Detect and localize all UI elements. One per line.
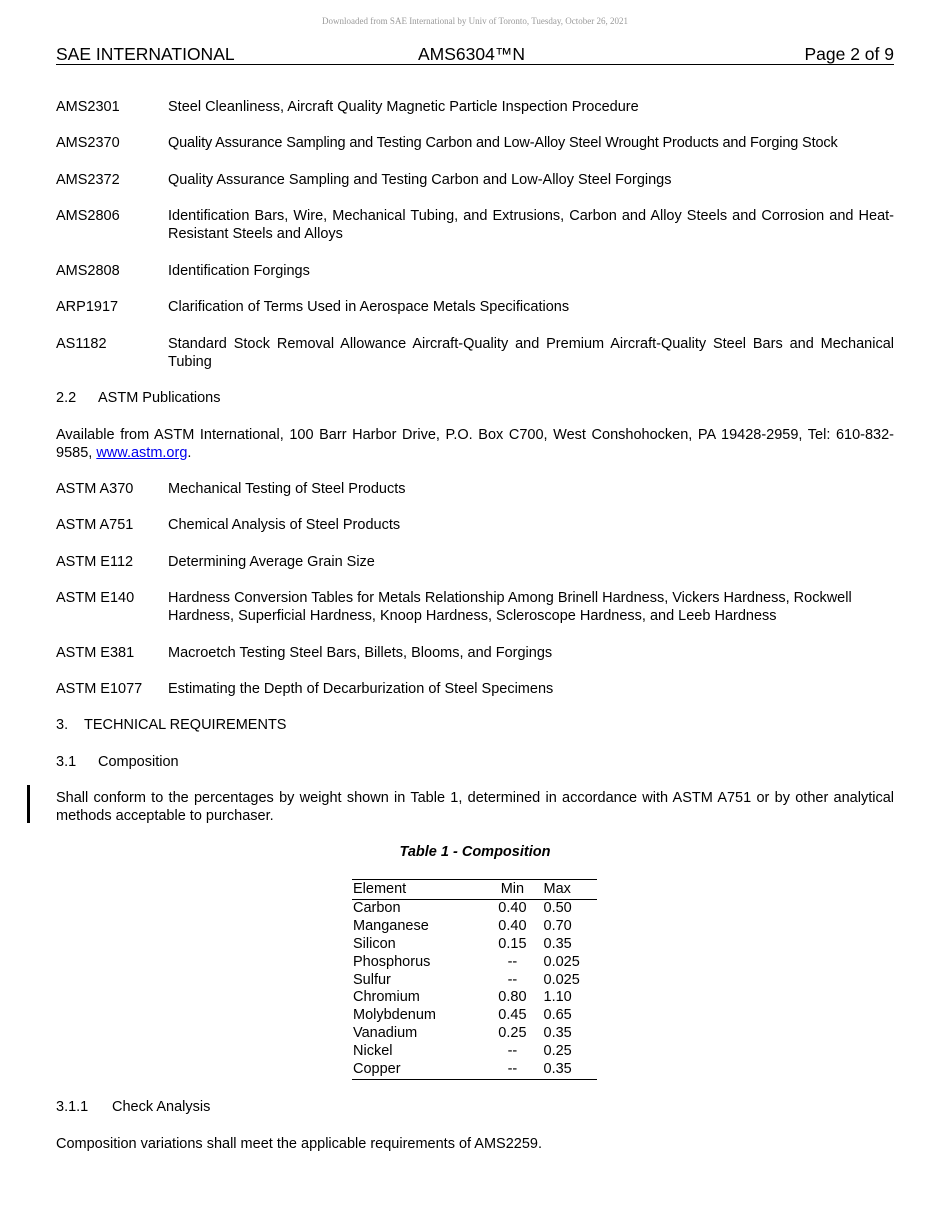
section-heading-3-1 xyxy=(56,753,179,771)
section-number: 3. xyxy=(56,717,69,733)
max-cell: 0.65 xyxy=(543,1007,572,1024)
max-cell: 0.35 xyxy=(543,935,572,952)
reference-item xyxy=(56,516,894,534)
table-row xyxy=(352,1043,597,1061)
min-cell: 0.40 xyxy=(498,899,527,916)
reference-item xyxy=(56,262,894,280)
reference-title: Steel Cleanliness, Aircraft Quality Magnetic Particle Inspection Procedure xyxy=(168,99,639,115)
min-cell: -- xyxy=(507,971,518,988)
element-cell: Sulfur xyxy=(353,971,391,988)
table-row xyxy=(352,1025,597,1043)
reference-item xyxy=(56,644,894,662)
reference-item xyxy=(56,335,894,371)
min-cell: 0.40 xyxy=(498,917,527,934)
min-cell: -- xyxy=(507,953,518,970)
element-cell: Vanadium xyxy=(353,1025,418,1042)
composition-table xyxy=(352,879,597,1080)
reference-item xyxy=(56,207,894,243)
section-heading-3-1-1 xyxy=(56,1098,210,1116)
element-cell: Manganese xyxy=(353,917,429,934)
reference-code: ARP1917 xyxy=(56,299,119,315)
table-header-row xyxy=(352,880,597,900)
reference-item xyxy=(56,589,894,625)
table-row xyxy=(352,918,597,936)
reference-item xyxy=(56,298,894,316)
max-cell: 0.35 xyxy=(537,1061,597,1079)
section-heading-3 xyxy=(56,716,286,734)
reference-code: ASTM E1077 xyxy=(56,681,143,697)
reference-code: AMS2808 xyxy=(56,263,120,279)
max-cell: 0.025 xyxy=(543,971,580,988)
reference-code: ASTM A751 xyxy=(56,517,134,533)
element-cell: Silicon xyxy=(353,935,396,952)
reference-title: Macroetch Testing Steel Bars, Billets, Blooms, and Forgings xyxy=(168,645,553,661)
section-heading-2-2 xyxy=(56,389,221,407)
table-row xyxy=(352,936,597,954)
astm-availability-paragraph xyxy=(56,426,894,462)
max-cell: 0.025 xyxy=(543,953,580,970)
table-row xyxy=(352,954,597,972)
element-cell: Molybdenum xyxy=(353,1007,437,1024)
reference-code: AMS2372 xyxy=(56,172,120,188)
table-row xyxy=(352,989,597,1007)
element-cell: Phosphorus xyxy=(353,953,431,970)
reference-item xyxy=(56,98,894,116)
section-title: Check Analysis xyxy=(112,1099,211,1115)
reference-title: Mechanical Testing of Steel Products xyxy=(168,481,406,497)
min-cell: 0.80 xyxy=(498,989,527,1006)
page-header xyxy=(56,44,894,65)
reference-code: AMS2370 xyxy=(56,135,120,151)
max-cell: 0.25 xyxy=(543,1043,572,1060)
reference-item xyxy=(56,680,894,698)
element-cell: Carbon xyxy=(353,899,401,916)
section-number: 3.1.1 xyxy=(56,1099,89,1115)
element-cell: Chromium xyxy=(353,989,420,1006)
download-watermark: Downloaded from SAE International by Univ of Toronto, Tuesday, October 26, 2021 xyxy=(321,16,629,26)
reference-code: AMS2806 xyxy=(56,208,120,224)
astm-availability-text: Available from ASTM International, 100 Barr Harbor Drive, P.O. Box C700, West Conshohocken, PA 19428-2959, Tel: 610-832-9585, xyxy=(56,427,894,461)
table-row xyxy=(352,899,597,917)
header-organization: SAE INTERNATIONAL xyxy=(56,44,235,64)
reference-title: Hardness Conversion Tables for Metals Relationship Among Brinell Hardness, Vickers Hardness, Rockwell Hardness, Superficial Hardness, Knoop Hardness, Scleroscope Hardness, and Leeb Hardness xyxy=(168,590,852,624)
reference-code: ASTM E112 xyxy=(56,554,134,570)
min-cell: -- xyxy=(488,1061,536,1079)
header-page-number: Page 2 of 9 xyxy=(804,44,894,64)
min-cell: 0.25 xyxy=(498,1025,527,1042)
reference-title: Clarification of Terms Used in Aerospace Metals Specifications xyxy=(168,299,570,315)
min-cell: -- xyxy=(507,1043,518,1060)
composition-paragraph: Shall conform to the percentages by weight shown in Table 1, determined in accordance with ASTM A751 or by other analytical methods acceptable to purchaser. xyxy=(56,790,894,824)
reference-title: Identification Forgings xyxy=(168,263,310,279)
reference-item xyxy=(56,553,894,571)
header-document-number: AMS6304™N xyxy=(418,44,525,64)
table-row xyxy=(352,1061,597,1079)
astm-website-link[interactable]: www.astm.org xyxy=(96,445,188,461)
reference-title: Estimating the Depth of Decarburization of Steel Specimens xyxy=(168,681,554,697)
reference-title: Chemical Analysis of Steel Products xyxy=(168,517,401,533)
column-header-max: Max xyxy=(537,880,597,900)
column-header-element: Element xyxy=(352,880,488,900)
reference-code: ASTM E140 xyxy=(56,590,135,606)
reference-title: Quality Assurance Sampling and Testing Carbon and Low-Alloy Steel Wrought Products and Forging Stock xyxy=(168,135,838,151)
table-caption: Table 1 - Composition xyxy=(399,844,551,860)
max-cell: 0.70 xyxy=(543,917,572,934)
max-cell: 0.50 xyxy=(543,899,572,916)
reference-item xyxy=(56,171,894,189)
section-number: 3.1 xyxy=(56,754,77,770)
astm-availability-end: . xyxy=(187,445,192,461)
min-cell: 0.45 xyxy=(498,1007,527,1024)
reference-title: Identification Bars, Wire, Mechanical Tubing, and Extrusions, Carbon and Alloy Steels and Corrosion and Heat-Resistant Steels and Alloys xyxy=(168,208,894,242)
section-title: TECHNICAL REQUIREMENTS xyxy=(84,717,287,733)
reference-code: ASTM A370 xyxy=(56,481,134,497)
reference-title: Quality Assurance Sampling and Testing Carbon and Low-Alloy Steel Forgings xyxy=(168,172,672,188)
max-cell: 1.10 xyxy=(543,989,572,1006)
reference-code: AMS2301 xyxy=(56,99,120,115)
element-cell: Nickel xyxy=(353,1043,393,1060)
reference-code: AS1182 xyxy=(56,336,107,352)
reference-title: Standard Stock Removal Allowance Aircraft-Quality and Premium Aircraft-Quality Steel Bars and Mechanical Tubing xyxy=(168,336,894,370)
element-cell: Copper xyxy=(352,1061,488,1079)
section-title: Composition xyxy=(98,754,179,770)
reference-code: ASTM E381 xyxy=(56,645,135,661)
table-row xyxy=(352,1007,597,1025)
min-cell: 0.15 xyxy=(498,935,527,952)
column-header-min: Min xyxy=(488,880,536,900)
section-title: ASTM Publications xyxy=(98,390,221,406)
reference-item xyxy=(56,480,894,498)
check-analysis-paragraph: Composition variations shall meet the applicable requirements of AMS2259. xyxy=(56,1136,543,1152)
table-row xyxy=(352,972,597,990)
section-number: 2.2 xyxy=(56,390,77,406)
reference-item xyxy=(56,134,894,152)
revision-change-bar xyxy=(27,785,30,823)
reference-title: Determining Average Grain Size xyxy=(168,554,375,570)
max-cell: 0.35 xyxy=(543,1025,572,1042)
